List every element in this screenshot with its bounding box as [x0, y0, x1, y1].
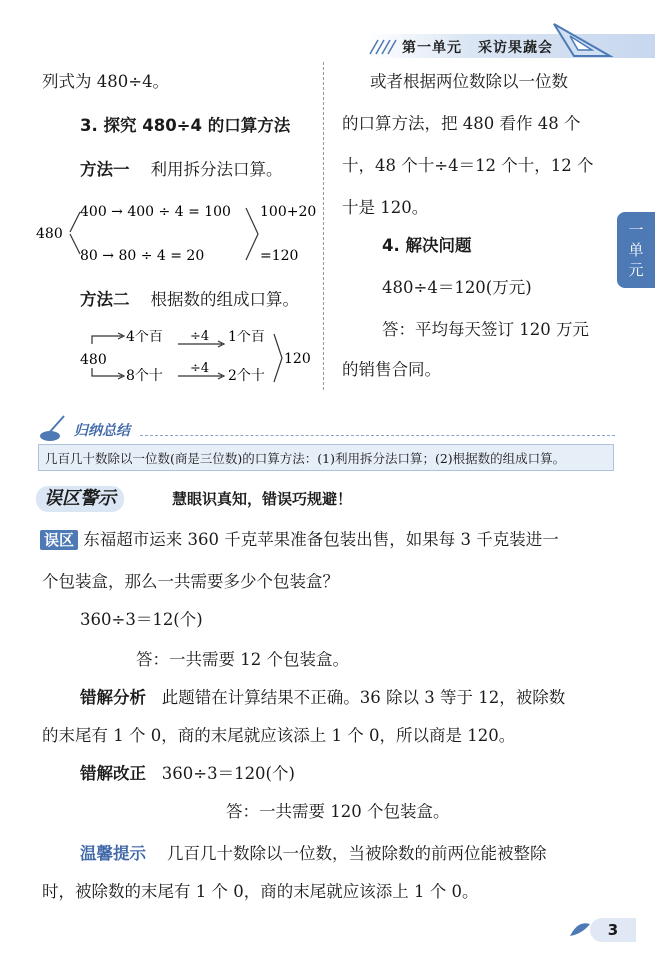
- split-row2: 80 → 80 ÷ 4 = 20: [80, 248, 205, 264]
- tip-text1: 几百几十数除以一位数，当被除数的前两位能被整除: [166, 844, 547, 863]
- hatch-decoration-icon: [368, 36, 398, 56]
- method1-line: [80, 160, 282, 180]
- right-p2: 的口算方法，把 480 看作 48 个: [342, 114, 581, 133]
- summary-label: 归纳总结: [74, 423, 130, 439]
- correction-label: 错解改正: [80, 764, 146, 783]
- compose-bottom-op: ÷4: [190, 361, 210, 376]
- compose-bottom-right: 2个十: [228, 368, 265, 384]
- tip-label: 温馨提示: [80, 844, 146, 863]
- compose-whole: 480: [80, 352, 107, 368]
- section-heading-4: 4. 解决问题: [382, 236, 472, 255]
- analysis-text1: 此题错在计算结果不正确。36 除以 3 等于 12，被除数: [161, 688, 566, 707]
- compose-bottom-left: 8个十: [126, 368, 163, 384]
- method1-text: 利用拆分法口算。: [150, 160, 283, 179]
- compose-diagram: [78, 330, 318, 388]
- formula-line: 列式为 480÷4。: [42, 72, 170, 91]
- page-number: 3: [590, 918, 636, 942]
- tip-line1: [80, 844, 546, 864]
- split-sum-bottom: =120: [260, 248, 299, 264]
- right-p4: 十是 120。: [342, 198, 429, 217]
- split-diagram: [36, 196, 326, 274]
- compose-top-op: ÷4: [190, 330, 210, 344]
- leaf-decoration-icon: [568, 920, 592, 940]
- header-title: 采访果蔬会: [478, 40, 553, 56]
- solution-equation: 480÷4＝120(万元): [382, 278, 532, 297]
- method2-label: 方法二: [80, 290, 130, 309]
- side-tab-char: 一: [628, 221, 644, 239]
- side-tab-char: 元: [628, 261, 644, 279]
- method2-text: 根据数的组成口算。: [150, 290, 299, 309]
- analysis-label: 错解分析: [80, 688, 146, 707]
- analysis-line1: [80, 688, 565, 708]
- warning-question-line1: [40, 530, 559, 550]
- side-tab-char: 单: [628, 241, 644, 259]
- solution-answer-2: 的销售合同。: [342, 360, 441, 379]
- warning-q2: 个包装盒，那么一共需要多少个包装盒？: [42, 572, 339, 591]
- right-p3: 十，48 个十÷4＝12 个十，12 个: [342, 156, 594, 175]
- wrong-equation: 360÷3＝12(个): [80, 610, 203, 629]
- split-sum-top: 100+20: [260, 204, 317, 220]
- split-whole: 480: [36, 226, 63, 242]
- unit-side-tab: [617, 212, 655, 288]
- triangle-ruler-icon: [548, 10, 614, 62]
- summary-box: 几百几十数除以一位数(商是三位数)的口算方法：(1)利用拆分法口算；(2)根据数的组成口算。: [38, 444, 614, 471]
- warning-q1: 东福超市运来 360 千克苹果准备包装出售，如果每 3 千克装进一: [83, 530, 559, 549]
- correction-equation: 360÷3＝120(个): [161, 764, 295, 783]
- warning-title: 误区警示: [36, 486, 124, 512]
- section-heading-3: 3. 探究 480÷4 的口算方法: [80, 116, 291, 135]
- right-p1: 或者根据两位数除以一位数: [370, 72, 568, 91]
- compose-top-right: 1个百: [228, 330, 265, 345]
- correction-line: [80, 764, 295, 784]
- tip-text2: 时，被除数的末尾有 1 个 0，商的末尾就应该添上 1 个 0。: [42, 882, 479, 901]
- method2-line: [80, 290, 299, 310]
- misconception-tag: 误区: [40, 530, 78, 550]
- warning-subtitle: 慧眼识真知，错误巧规避！: [172, 490, 353, 508]
- compose-top-left: 4个百: [126, 330, 163, 345]
- solution-answer-1: 答：平均每天签订 120 万元: [382, 320, 589, 339]
- header-unit: 第一单元: [402, 40, 462, 56]
- method1-label: 方法一: [80, 160, 130, 179]
- wrong-answer: 答：一共需要 12 个包装盒。: [136, 650, 349, 669]
- analysis-text2: 的末尾有 1 个 0，商的末尾就应该添上 1 个 0，所以商是 120。: [42, 726, 516, 745]
- compose-result: 120: [284, 351, 311, 367]
- summary-divider: [140, 435, 615, 436]
- split-row1: 400 → 400 ÷ 4 = 100: [80, 204, 231, 220]
- correction-answer: 答：一共需要 120 个包装盒。: [226, 802, 450, 821]
- pen-inkwell-icon: [38, 414, 68, 442]
